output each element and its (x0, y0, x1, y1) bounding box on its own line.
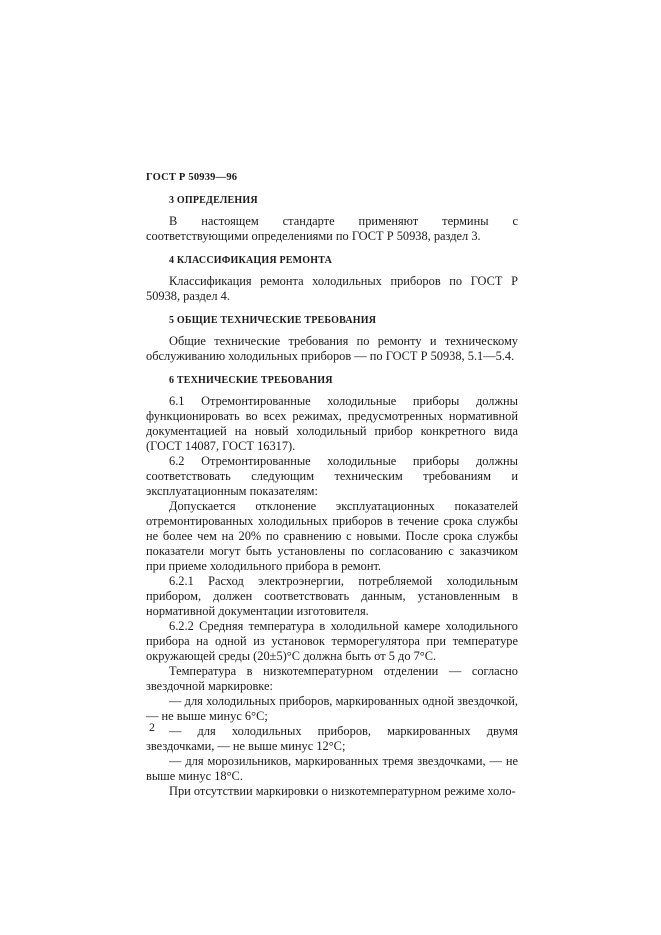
list-item-one-star: — для холодильных приборов, маркированных одной звездочкой, — не выше минус 6°С; (146, 694, 518, 723)
section-6-title: 6 ТЕХНИЧЕСКИЕ ТРЕБОВАНИЯ (169, 375, 333, 386)
page-number: 2 (149, 720, 155, 734)
document-code-header: ГОСТ Р 50939—96 (146, 172, 238, 183)
low-temp-compartment-text: Температура в низкотемпературном отделении — согласно звездочной маркировке: (146, 664, 518, 693)
section-5-title: 5 ОБЩИЕ ТЕХНИЧЕСКИЕ ТРЕБОВАНИЯ (169, 315, 377, 326)
clause-6-1: 6.1 Отремонтированные холодильные приборы должны функционировать во всех режимах, предусмотренных нормативной документацией на новый холодильный прибор конкретного вида (ГОСТ 14087, ГОСТ 16317). (146, 394, 518, 453)
clause-6-2-2: 6.2.2 Средняя температура в холодильной камере холодильного прибора на одной из установок терморегулятора при температуре окружающей среды (20±5)°С должна быть от 5 до 7°С. (146, 619, 518, 663)
section-4-paragraph: Классификация ремонта холодильных приборов по ГОСТ Р 50938, раздел 4. (146, 274, 518, 303)
clause-6-2-1: 6.2.1 Расход электроэнергии, потребляемой холодильным прибором, должен соответствовать данным, установленным в нормативной документации изготовителя. (146, 574, 518, 618)
list-item-three-star: — для морозильников, маркированных тремя звездочками, — не выше минус 18°С. (146, 754, 518, 783)
clause-6-2: 6.2 Отремонтированные холодильные приборы должны соответствовать следующим техническим требованиям и эксплуатационным показателям: (146, 454, 518, 498)
document-body (146, 194, 518, 799)
section-3-paragraph: В настоящем стандарте применяют термины с соответствующими определениями по ГОСТ Р 50938, раздел 3. (146, 214, 518, 243)
section-4-title: 4 КЛАССИФИКАЦИЯ РЕМОНТА (169, 255, 333, 266)
list-item-two-star: — для холодильных приборов, маркированных двумя звездочками, — не выше минус 12°С; (146, 724, 518, 753)
section-3-title: 3 ОПРЕДЕЛЕНИЯ (169, 195, 258, 206)
no-marking-paragraph: При отсутствии маркировки о низкотемпературном режиме холо- (169, 784, 516, 798)
clause-6-2-deviation: Допускается отклонение эксплуатационных показателей отремонтированных холодильных приборов в течение срока службы не более чем на 20% по сравнению с новыми. После срока службы показатели могут быть установлены по согласованию с заказчиком при приеме холодильного прибора в ремонт. (146, 499, 518, 573)
section-5-paragraph: Общие технические требования по ремонту и техническому обслуживанию холодильных приборов — по ГОСТ Р 50938, 5.1—5.4. (146, 334, 518, 363)
